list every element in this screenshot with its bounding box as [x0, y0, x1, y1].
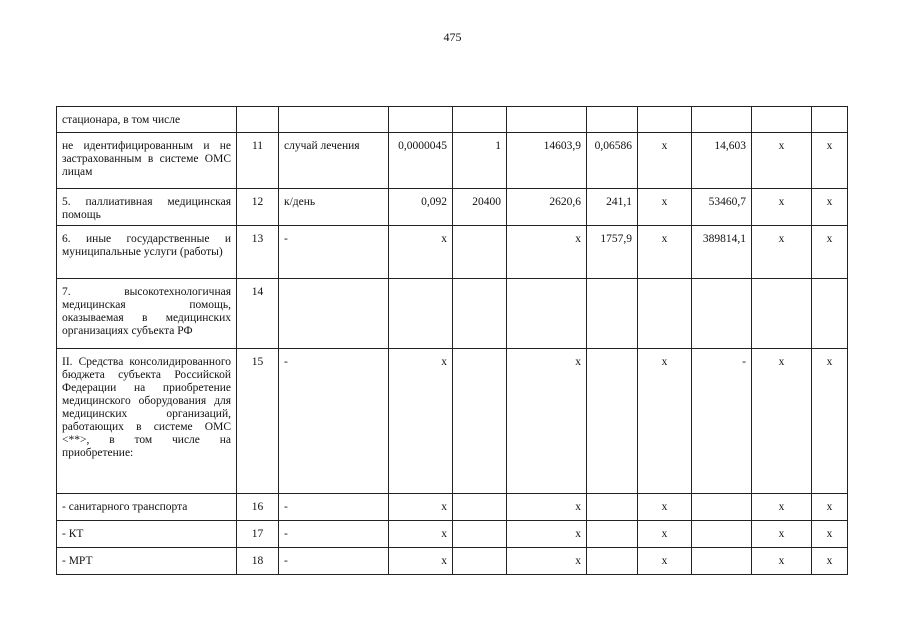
- per-person-cell: [587, 521, 638, 548]
- funds-cell: [692, 279, 752, 349]
- column-11-cell: [812, 107, 848, 133]
- per-person-cell: 1757,9: [587, 226, 638, 279]
- funds-cell: 14,603: [692, 133, 752, 189]
- cost-cell: [453, 494, 507, 521]
- column-11-cell: х: [812, 548, 848, 575]
- column-11-cell: [812, 279, 848, 349]
- line-number-cell: 17: [237, 521, 279, 548]
- volume-cell: 0,092: [389, 189, 453, 226]
- table-body: [57, 107, 848, 575]
- unit-cell: [279, 279, 389, 349]
- column-8-cell: [638, 279, 692, 349]
- unit-cell: -: [279, 521, 389, 548]
- column-8-cell: х: [638, 189, 692, 226]
- row-name-cell: не идентифицированным и не застрахованным в системе ОМС лицам: [57, 133, 237, 189]
- line-number-cell: 15: [237, 349, 279, 494]
- cost-cell: 1: [453, 133, 507, 189]
- per-person-cell: [587, 349, 638, 494]
- column-10-cell: х: [752, 494, 812, 521]
- table-row: [57, 279, 848, 349]
- column-10-cell: [752, 279, 812, 349]
- total-cell: х: [507, 226, 587, 279]
- total-cell: х: [507, 494, 587, 521]
- table-row: [57, 521, 848, 548]
- per-person-cell: [587, 279, 638, 349]
- cost-cell: [453, 521, 507, 548]
- unit-cell: -: [279, 349, 389, 494]
- column-8-cell: х: [638, 349, 692, 494]
- volume-cell: [389, 279, 453, 349]
- column-11-cell: х: [812, 226, 848, 279]
- volume-cell: х: [389, 521, 453, 548]
- per-person-cell: [587, 548, 638, 575]
- funds-cell: [692, 107, 752, 133]
- column-10-cell: х: [752, 189, 812, 226]
- row-name-cell: стационара, в том числе: [57, 107, 237, 133]
- cost-cell: [453, 279, 507, 349]
- column-11-cell: х: [812, 189, 848, 226]
- line-number-cell: 12: [237, 189, 279, 226]
- row-name-cell: - санитарного транспорта: [57, 494, 237, 521]
- table-row: [57, 107, 848, 133]
- per-person-cell: [587, 494, 638, 521]
- column-10-cell: х: [752, 349, 812, 494]
- volume-cell: 0,0000045: [389, 133, 453, 189]
- column-10-cell: х: [752, 548, 812, 575]
- total-cell: 2620,6: [507, 189, 587, 226]
- row-name-cell: - КТ: [57, 521, 237, 548]
- cost-cell: [453, 349, 507, 494]
- funds-cell: [692, 521, 752, 548]
- row-name-cell: 7. высокотехнологичная медицинская помощь, оказываемая в медицинских организациях субъекта РФ: [57, 279, 237, 349]
- cost-cell: [453, 107, 507, 133]
- row-name-cell: II. Средства консолидированного бюджета субъекта Российской Федерации на приобретение медицинского оборудования для медицинских организаций, работающих в системе ОМС <**>, в том числе на приобретение:: [57, 349, 237, 494]
- column-8-cell: х: [638, 226, 692, 279]
- unit-cell: случай лечения: [279, 133, 389, 189]
- funds-cell: [692, 494, 752, 521]
- total-cell: х: [507, 349, 587, 494]
- unit-cell: -: [279, 226, 389, 279]
- column-11-cell: х: [812, 521, 848, 548]
- line-number-cell: 13: [237, 226, 279, 279]
- cost-cell: 20400: [453, 189, 507, 226]
- column-11-cell: х: [812, 494, 848, 521]
- total-cell: х: [507, 521, 587, 548]
- volume-cell: х: [389, 349, 453, 494]
- line-number-cell: 11: [237, 133, 279, 189]
- per-person-cell: [587, 107, 638, 133]
- table-row: [57, 349, 848, 494]
- column-10-cell: х: [752, 133, 812, 189]
- column-11-cell: х: [812, 349, 848, 494]
- funds-cell: -: [692, 349, 752, 494]
- column-10-cell: х: [752, 521, 812, 548]
- volume-cell: х: [389, 494, 453, 521]
- column-10-cell: х: [752, 226, 812, 279]
- column-11-cell: х: [812, 133, 848, 189]
- unit-cell: к/день: [279, 189, 389, 226]
- funds-cell: 53460,7: [692, 189, 752, 226]
- table-row: [57, 189, 848, 226]
- line-number-cell: [237, 107, 279, 133]
- line-number-cell: 18: [237, 548, 279, 575]
- table-row: [57, 226, 848, 279]
- funds-cell: 389814,1: [692, 226, 752, 279]
- row-name-cell: 6. иные государственные и муниципальные услуги (работы): [57, 226, 237, 279]
- cost-cell: [453, 226, 507, 279]
- table-row: [57, 133, 848, 189]
- column-10-cell: [752, 107, 812, 133]
- volume-cell: х: [389, 226, 453, 279]
- cost-cell: [453, 548, 507, 575]
- total-cell: [507, 279, 587, 349]
- table-row: [57, 548, 848, 575]
- unit-cell: -: [279, 494, 389, 521]
- per-person-cell: 0,06586: [587, 133, 638, 189]
- total-cell: х: [507, 548, 587, 575]
- volume-cell: [389, 107, 453, 133]
- line-number-cell: 16: [237, 494, 279, 521]
- total-cell: 14603,9: [507, 133, 587, 189]
- column-8-cell: х: [638, 548, 692, 575]
- column-8-cell: х: [638, 521, 692, 548]
- funds-cell: [692, 548, 752, 575]
- row-name-cell: - МРТ: [57, 548, 237, 575]
- data-table: [56, 106, 848, 575]
- per-person-cell: 241,1: [587, 189, 638, 226]
- column-8-cell: х: [638, 133, 692, 189]
- row-name-cell: 5. паллиативная медицинская помощь: [57, 189, 237, 226]
- total-cell: [507, 107, 587, 133]
- column-8-cell: х: [638, 494, 692, 521]
- unit-cell: -: [279, 548, 389, 575]
- line-number-cell: 14: [237, 279, 279, 349]
- column-8-cell: [638, 107, 692, 133]
- table-row: [57, 494, 848, 521]
- page-number: 475: [443, 30, 462, 44]
- unit-cell: [279, 107, 389, 133]
- volume-cell: х: [389, 548, 453, 575]
